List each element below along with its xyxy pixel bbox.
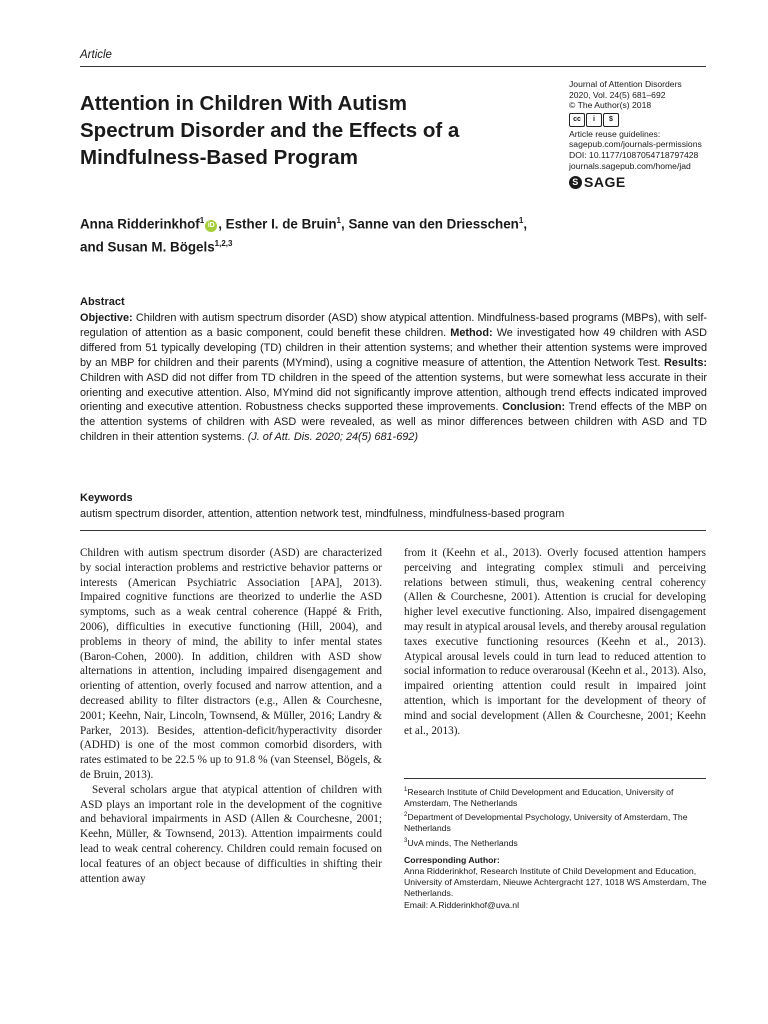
email-link[interactable]: A.Ridderinkhof@uva.nl xyxy=(430,899,520,910)
abstract-heading: Abstract xyxy=(80,296,125,308)
body-column-left xyxy=(80,546,382,886)
affiliation-3: $^3$UvA minds, The Netherlands xyxy=(404,837,518,848)
results-label: Results: xyxy=(664,356,707,369)
footnotes xyxy=(404,785,708,911)
reuse-label: Article reuse guidelines: xyxy=(569,128,661,139)
author-3-separator: , xyxy=(523,216,528,232)
author-3: , Sanne van den Driesschen xyxy=(341,216,519,232)
journal-copyright: © The Author(s) 2018 xyxy=(569,100,652,111)
creative-commons-icon xyxy=(569,113,619,127)
sage-logo-icon: S xyxy=(569,176,582,189)
header-rule xyxy=(80,66,706,67)
journal-home-link[interactable]: journals.sagepub.com/home/jad xyxy=(569,160,691,171)
sage-logo xyxy=(569,176,729,189)
body-paragraph: Children with autism spectrum disorder (ASD) are characterized by social interaction problems and restrictive behavior patterns or interests (American Psychiatric Association [APA], 2013). Impaired cognitive functions are theorized to underlie the ASD symptoms, such as a weak central coherence (Happé & Frith, 2006), difficulties in executive functioning (Hill, 2004), and problems in theory of mind, the ability to infer mental states (Baron-Cohen, 2000). In addition, children with ASD show alternations in attention, including impaired disengagement and orienting of attention, overly focused and narrow attention, and a decreased ability to filter distractors (e.g., Allen & Courchesne, 2001; Keehn, Nair, Lincoln, Townsend, & Müller, 2016; Landry & Parker, 2013). Besides, attention-deficit/hyperactivity disorder (ADHD) is one of the most common comorbid disorders, with rates estimated to be 22.5 % up to 91.8 % (van Steensel, Bögels, & de Bruin, 2013). xyxy=(80,547,382,781)
corresponding-author-heading: Corresponding Author: xyxy=(404,854,500,865)
objective-label: Objective: xyxy=(80,312,133,324)
publisher-name: SAGE xyxy=(584,174,626,191)
keywords-text: autism spectrum disorder, attention, attention network test, mindfulness, mindfulness-based program xyxy=(80,508,565,520)
abstract-text xyxy=(80,311,707,445)
conclusion-label: Conclusion: xyxy=(502,401,566,414)
author-1: Anna Ridderinkhof xyxy=(80,216,200,232)
body-paragraph: from it (Keehn et al., 2013). Overly focused attention hampers perceiving and integrating complex stimuli and perceiving relations between stimuli, thus, weakening central coherency (Allen & Courchesne, 2001). Attention is crucial for developing higher level executive functioning. Also, impaired disengagement may result in atypical arousal levels, and thereby arousal regulation taxes executive functioning resources (Keehn et al., 2013). Atypical arousal levels could in turn lead to reduced attention to social information to reduce overarousal (Keehn et al., 2013). Also, impaired orienting attention could result in impaired joint attention, which is important for the development of theory of mind and social development (Allen & Courchesne, 2001; Keehn et al., 2013). xyxy=(404,547,706,737)
article-type-label: Article xyxy=(80,49,112,61)
method-label: Method: xyxy=(450,326,493,339)
cc-icon: cc xyxy=(569,113,585,127)
orcid-icon[interactable]: iD xyxy=(205,220,217,232)
cc-nc-icon: $ xyxy=(603,113,619,127)
corresponding-author-email: Email: A.Ridderinkhof@uva.nl xyxy=(404,899,520,910)
affiliation-2: $^2$Department of Developmental Psychology, University of Amsterdam, The Netherlands xyxy=(404,812,688,834)
results-text: Children with ASD did not differ from TD children in the speed of the attention systems, but were somewhat less accurate in their orienting and executive attention. Also, MYmind did not significantly improve attention, although trend effects indicated improved orienting and executive attention. Robustness checks supported these improvements. xyxy=(80,371,707,414)
journal-name: Journal of Attention Disorders xyxy=(569,79,682,89)
objective-text: Children with autism spectrum disorder (ASD) show atypical attention. Mindfulness-based programs (MBPs), with self-regulation of attention as a basic component, could benefit these children. xyxy=(80,312,707,339)
body-paragraph: Several scholars argue that atypical attention of children with ASD plays an important role in the development of the cognitive and behavioral impairments in ASD (Allen & Courchesne, 2001; Keehn, Müller, & Townsend, 2013). Attention impairments could lead to weak central coherency. Children could remain focused on local features of an object because of difficulties in shifting their attention away xyxy=(80,783,382,885)
author-2: , Esther I. de Bruin xyxy=(218,216,337,232)
corresponding-author-address: Anna Ridderinkhof, Research Institute of Child Development and Education, University of Amsterdam, Nieuwe Achtergracht 127, 1018 WS Amsterdam, The Netherlands. xyxy=(404,865,707,899)
affiliation-1: $^1$Research Institute of Child Development and Education, University of Amsterdam, The Netherlands xyxy=(404,786,674,809)
reuse-link[interactable]: sagepub.com/journals-permissions xyxy=(569,139,702,150)
section-rule xyxy=(80,530,706,531)
page-title: Attention in Children With Autism Spectrum Disorder and the Effects of a Mindfulness-Based Program xyxy=(80,92,460,169)
abstract-citation: (J. of Att. Dis. 2020; 24(5) 681-692) xyxy=(247,431,418,444)
doi[interactable]: DOI: 10.1177/1087054718797428 xyxy=(569,149,699,160)
author-3-affiliation: 1 xyxy=(518,216,524,225)
author-1-affiliation: 1 xyxy=(199,216,205,225)
footnote-rule xyxy=(404,778,706,779)
author-4-affiliation: 1,2,3 xyxy=(214,239,233,249)
body-column-right xyxy=(404,546,706,738)
conclusion-text: Trend effects of the MBP on the attention systems of children with ASD were revealed, as well as minor differences between children with ASD and TD children in their attention systems. xyxy=(80,401,707,444)
author-2-affiliation: 1 xyxy=(336,216,341,225)
method-text: We investigated how 49 children with ASD differed from 51 typically developing (TD) children in their attention systems; and whether their attention systems were improved by an MBP for children and their parents (MYmind), using a cognitive measure of attention, the Attention Network Test. xyxy=(80,326,707,369)
author-list xyxy=(80,211,640,258)
journal-volume: 2020, Vol. 24(5) 681–692 xyxy=(569,89,666,100)
cc-by-icon: i xyxy=(586,113,602,127)
journal-info xyxy=(569,79,729,189)
keywords-heading: Keywords xyxy=(80,492,133,504)
author-4: and Susan M. Bögels xyxy=(80,239,215,255)
